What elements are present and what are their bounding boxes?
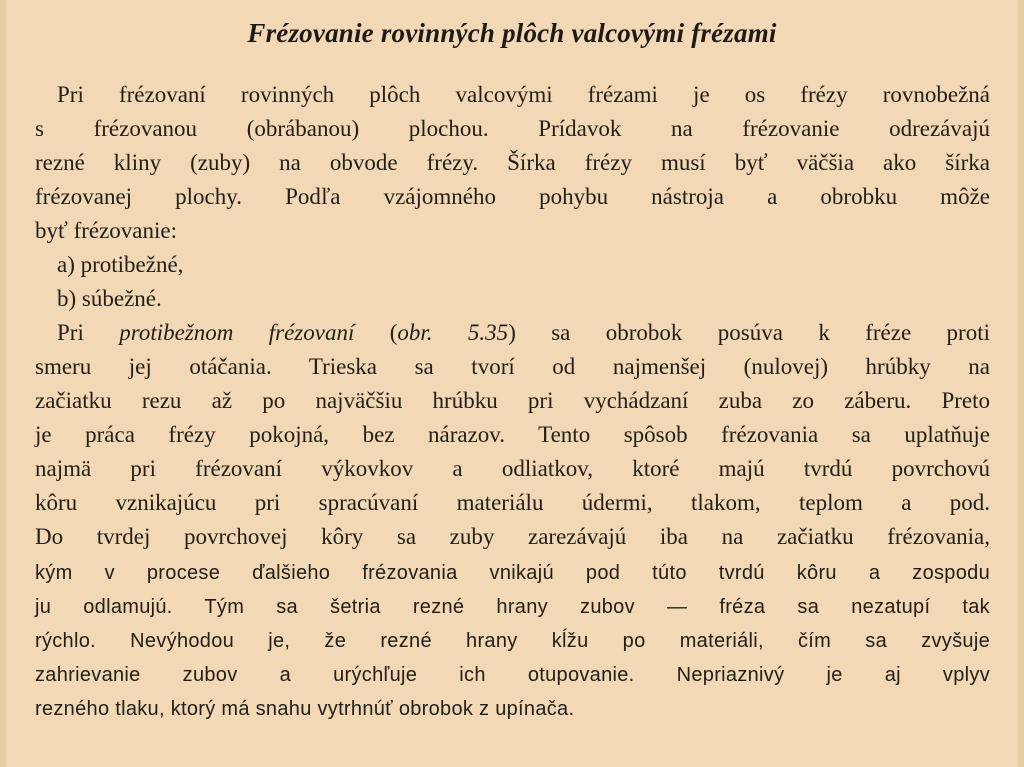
text-line: začiatku rezu až po najväčšiu hrúbku pri vychádzaní zuba zo záberu. Preto: [35, 388, 990, 413]
page-right-edge: [1018, 0, 1024, 767]
text-line: rýchlo. Nevýhodou je, že rezné hrany kĺžu po materiáli, čím sa zvyšuje: [35, 630, 990, 652]
text-line: je práca frézy pokojná, bez nárazov. Tento spôsob frézovania sa uplatňuje: [35, 422, 990, 447]
list-item: b) súbežné.: [57, 286, 162, 311]
page-title: Frézovanie rovinných plôch valcovými frézami: [247, 18, 777, 48]
text-line: [35, 316, 990, 350]
text-line: byť frézovanie:: [35, 218, 178, 243]
text-line: kôru vznikajúcu pri spracúvaní materiálu údermi, tlakom, teplom a pod.: [35, 490, 990, 515]
text-line: smeru jej otáčania. Trieska sa tvorí od najmenšej (nulovej) hrúbky na: [35, 354, 990, 379]
text-line: kým v procese ďalšieho frézovania vnikajú pod túto tvrdú kôru a zospodu: [35, 562, 990, 584]
text-run: (: [354, 320, 398, 345]
text-line: Pri frézovaní rovinných plôch valcovými frézami je os frézy rovnobežná: [57, 82, 990, 107]
text-run: Pri: [57, 320, 120, 345]
emphasized-term: protibežnom frézovaní: [119, 320, 355, 345]
list-item: a) protibežné,: [57, 252, 184, 277]
text-run: ) sa obrobok posúva k fréze proti: [508, 320, 990, 345]
text-line: rezného tlaku, ktorý má snahu vytrhnúť obrobok z upínača.: [35, 698, 575, 720]
text-line: s frézovanou (obrábanou) plochou. Prídavok na frézovanie odrezávajú: [35, 116, 990, 141]
text-line: zahrievanie zubov a urýchľuje ich otupovanie. Nepriaznivý je aj vplyv: [35, 664, 990, 686]
text-line: rezné kliny (zuby) na obvode frézy. Šírka frézy musí byť väčšia ako šírka: [35, 150, 990, 175]
text-line: frézovanej plochy. Podľa vzájomného pohybu nástroja a obrobku môže: [35, 184, 990, 209]
text-line: ju odlamujú. Tým sa šetria rezné hrany zubov — fréza sa nezatupí tak: [35, 596, 990, 618]
figure-reference: obr. 5.35: [397, 320, 509, 345]
page-left-edge: [0, 0, 6, 767]
text-line: Do tvrdej povrchovej kôry sa zuby zarezávajú iba na začiatku frézovania,: [35, 524, 990, 549]
text-line: najmä pri frézovaní výkovkov a odliatkov, ktoré majú tvrdú povrchovú: [35, 456, 990, 481]
